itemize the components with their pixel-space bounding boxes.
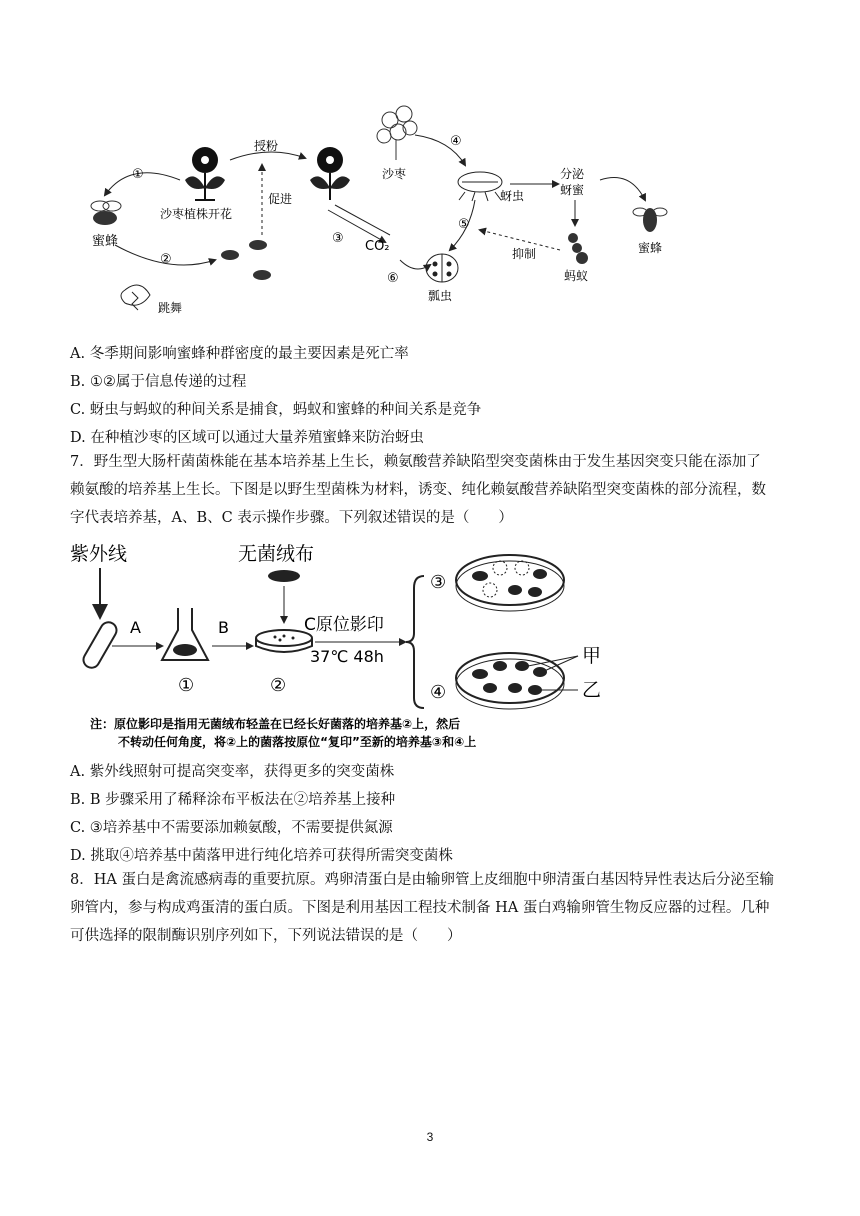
test-tube-icon [81, 619, 120, 670]
velvet-label: 无菌绒布 [238, 543, 315, 565]
uv-label: 紫外线 [70, 543, 128, 565]
label-circle-3: ③ [430, 572, 447, 593]
dance-label: 跳舞 [158, 301, 183, 315]
replica-plating-diagram [70, 538, 630, 753]
petri-dish-4-icon [456, 653, 564, 709]
q7-option-b: B. B 步骤采用了稀释涂布平板法在②培养基上接种 [70, 792, 396, 808]
label-n3: ③ [332, 231, 344, 246]
secrete-label: 分泌 [560, 167, 585, 181]
q6-option-d: D. 在种植沙枣的区域可以通过大量养殖蜜蜂来防治蚜虫 [70, 430, 424, 446]
inhibit-label: 抑制 [512, 247, 537, 261]
label-circle-1: ① [178, 675, 195, 696]
condition-label: 37℃ 48h [310, 647, 384, 666]
ladybug-label: 瓢虫 [428, 289, 453, 303]
honeydew-label: 蚜蜜 [560, 183, 585, 197]
q8-stem [70, 866, 798, 950]
label-n5: ⑤ [458, 217, 470, 232]
q7-option-a: A. 紫外线照射可提高突变率，获得更多的突变菌株 [70, 764, 395, 780]
label-n6: ⑥ [387, 271, 399, 286]
flask-icon [162, 608, 208, 660]
ant-icon [568, 233, 588, 264]
page-number: 3 [426, 1130, 434, 1144]
q8-stem-line: 可供选择的限制酶识别序列如下，下列说法错误的是（ ） [70, 928, 462, 944]
bee-left-label: 蜜蜂 [92, 234, 119, 249]
flower-plant-right-icon [310, 147, 350, 200]
velvet-icon [268, 570, 300, 582]
pollination-label: 授粉 [254, 139, 279, 153]
shazao-tree-icon [377, 106, 417, 160]
dance-icon [121, 285, 150, 310]
bee-right-icon [633, 208, 667, 232]
label-circle-4: ④ [430, 682, 447, 703]
shazao-label: 沙枣 [382, 167, 407, 181]
plant-flower-label: 沙枣植株开花 [160, 207, 233, 221]
q7-option-c: C. ③培养基中不需要添加赖氨酸，不需要提供氮源 [70, 820, 393, 836]
ecology-diagram [70, 100, 690, 340]
q6-option-c: C. 蚜虫与蚂蚁的种间关系是捕食，蚂蚁和蜜蜂的种间关系是竞争 [70, 402, 482, 418]
yi-label: 乙 [582, 679, 602, 701]
bee-right-label: 蜜蜂 [638, 241, 663, 255]
figure-note-line1: 注：原位影印是指用无菌绒布轻盖在已经长好菌落的培养基②上，然后 [90, 717, 461, 731]
promote-label: 促进 [268, 192, 293, 206]
ant-label: 蚂蚁 [564, 269, 589, 283]
q8-stem-line: 卵管内，参与构成鸡蛋清的蛋白质。下图是利用基因工程技术制备 HA 蛋白鸡输卵管生物反应器的过程。几种 [70, 900, 770, 916]
figure-note-line2: 不转动任何角度，将②上的菌落按原位“复印”至新的培养基③和④上 [118, 735, 477, 749]
q6-option-a: A. 冬季期间影响蜜蜂种群密度的最主要因素是死亡率 [70, 346, 409, 362]
aphid-icon [458, 172, 502, 201]
jia-label: 甲 [582, 645, 602, 667]
q8-stem-line: 8．HA 蛋白是禽流感病毒的重要抗原。鸡卵清蛋白是由输卵管上皮细胞中卵清蛋白基因特异性表达后分泌至输 [70, 872, 774, 888]
q7-option-d: D. 挑取④培养基中菌落甲进行纯化培养可获得所需突变菌株 [70, 848, 453, 864]
step-a-label: A [130, 618, 141, 637]
label-circle-2: ② [270, 675, 287, 696]
bee-swarm-icon [221, 240, 271, 280]
q7-stem-line: 赖氨酸的培养基上生长。下图是以野生型菌株为材料，诱变、纯化赖氨酸营养缺陷型突变菌株的部分流程，数 [70, 482, 766, 498]
label-n4: ④ [450, 134, 462, 149]
step-c-label: C原位影印 [304, 615, 384, 635]
petri-dish-3-icon [456, 555, 564, 611]
step-b-label: B [218, 618, 229, 637]
label-n2: ② [160, 252, 172, 267]
q7-stem-line: 字代表培养基，A、B、C 表示操作步骤。下列叙述错误的是（ ） [70, 510, 513, 526]
brace [406, 576, 424, 708]
ladybug-icon [426, 254, 458, 282]
q6-option-b: B. ①②属于信息传递的过程 [70, 374, 247, 390]
flower-plant-left-icon [185, 147, 225, 200]
label-n1: ① [132, 167, 144, 182]
aphid-label: 蚜虫 [500, 189, 525, 203]
q7-stem-line: 7．野生型大肠杆菌菌株能在基本培养基上生长，赖氨酸营养缺陷型突变菌株由于发生基因突变只能在添加了 [70, 454, 761, 470]
q7-stem [70, 448, 798, 532]
bee-left-icon [91, 201, 121, 225]
co2-label: CO₂ [365, 239, 390, 254]
